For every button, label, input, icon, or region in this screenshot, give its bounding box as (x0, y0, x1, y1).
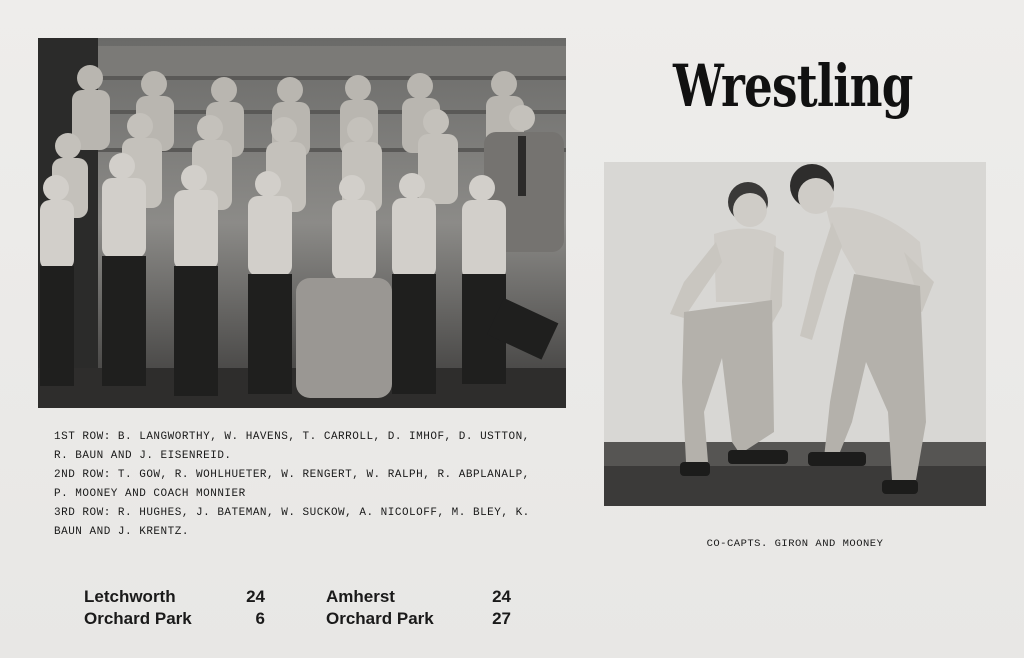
team-roster-caption (54, 428, 594, 542)
co-captains-photo (604, 162, 986, 506)
co-captains-caption: CO-CAPTS. GIRON AND MOONEY (706, 538, 884, 550)
team-photo (38, 38, 566, 408)
opponent-name: Letchworth (84, 587, 176, 606)
score-value: 6 (255, 609, 265, 628)
score-value: 27 (492, 609, 511, 628)
opponent-name: Orchard Park (326, 609, 434, 628)
opponent-name: Orchard Park (84, 609, 192, 628)
score-value: 24 (246, 587, 265, 606)
caption-line: P. MOONEY AND COACH MONNIER (54, 488, 246, 500)
caption-line: R. BAUN AND J. EISENREID. (54, 450, 232, 462)
score-value: 24 (492, 587, 511, 606)
caption-line: BAUN AND J. KRENTZ. (54, 526, 189, 538)
caption-line: 3RD ROW: R. HUGHES, J. BATEMAN, W. SUCKOW, A. NICOLOFF, M. BLEY, K. (54, 507, 530, 519)
opponent-name: Amherst (326, 587, 395, 606)
page-title: Wrestling (673, 52, 913, 120)
caption-line: 2ND ROW: T. GOW, R. WOHLHUETER, W. RENGERT, W. RALPH, R. ABPLANALP, (54, 469, 530, 481)
caption-line: 1ST ROW: B. LANGWORTHY, W. HAVENS, T. CARROLL, D. IMHOF, D. USTTON, (54, 431, 530, 443)
